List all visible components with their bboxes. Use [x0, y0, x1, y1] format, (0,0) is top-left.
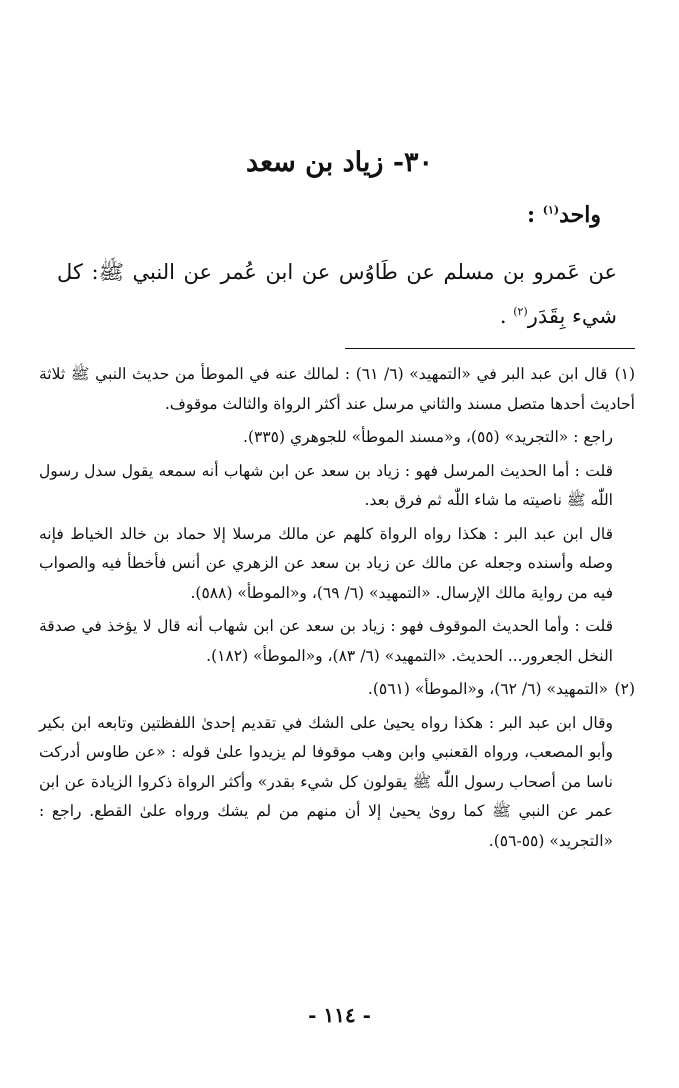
hadith-end: .: [499, 304, 507, 328]
footnote-number: (٢): [614, 680, 635, 698]
footnotes: [39, 360, 635, 860]
subheading-footnote-ref: (١): [542, 203, 560, 217]
footnote-2: [39, 675, 635, 856]
footnote-text: قال ابن عبد البر في «التمهيد» (٦/ ٦١) : لمالك عنه في الموطأ من حديث النبي ﷺ ثلاثة أحاديث أحدها متصل مسند والثاني مرسل عند أكثر الرواة والثالث موقوف.: [39, 365, 635, 413]
footnote-paragraph: راجع : «التجريد» (٥٥)، و«مسند الموطأ» للجوهري (٣٣٥).: [243, 428, 613, 446]
footnote-paragraph: [39, 360, 635, 419]
page-number: - ١١٤ -: [308, 1003, 371, 1027]
hadith-text: [57, 250, 617, 338]
footnote-text: «التمهيد» (٦/ ٦٢)، و«الموطأ» (٥٦١).: [367, 680, 609, 698]
footnote-paragraph: [39, 675, 635, 705]
footnote-number: (١): [614, 365, 636, 383]
footnote-paragraph: قلت : أما الحديث المرسل فهو : زياد بن سعد عن ابن شهاب أنه سمعه يقول سدل رسول اللّٰه ﷺ ناصيته ما شاء اللّٰه ثم فرق بعد.: [39, 461, 613, 509]
subheading-colon: :: [526, 202, 536, 228]
footnote-paragraph: قال ابن عبد البر : هكذا رواه الرواة كلهم عن مالك مرسلا إلا حماد بن خالد الخياط فإنه وصله وأسنده وجعله عن مالك عن زياد بن سعد عن الزهري عن أنس فأخطأ فيه والصواب فيه من رواية مالك الإرسال. «التمهيد» (٦/ ٦٩)، و«الموطأ» (٥٨٨).: [39, 524, 613, 602]
footnote-separator: [345, 348, 635, 349]
footnote-paragraph: قلت : وأما الحديث الموقوف فهو : زياد بن سعد عن ابن شهاب أنه قال لا يؤخذ في صدقة النخل الجعرور... الحديث. «التمهيد» (٦/ ٨٣)، و«الموطأ» (١٨٢).: [39, 617, 613, 665]
footnote-1: [39, 360, 635, 671]
footnote-paragraph: وقال ابن عبد البر : هكذا رواه يحيىٰ على الشك في تقديم إحدىٰ اللفظتين وتابعه ابن بكير وأبو المصعب، ورواه القعنبي وابن وهب موقوفا لم يزيدوا علىٰ قوله : «عن طاوس أدركت ناسا من أصحاب رسول اللّٰه ﷺ يقولون كل شيء بقدر» وأكثر الرواة ذكروا الزيادة عن ابن عمر عن النبي ﷺ كما روىٰ يحيىٰ إلا أن منهم من لم يشك ورواه علىٰ القطع. راجع : «التجريد» (٥٥-٥٦).: [39, 713, 613, 850]
subheading: [527, 200, 601, 230]
hadith-body: عن عَمرو بن مسلم عن طَاوُس عن ابن عُمر عن النبي ﷺ: كل شيء بِقَدَر: [57, 260, 617, 328]
hadith-footnote-ref: (٢): [513, 305, 528, 318]
subheading-text: واحد: [559, 202, 601, 228]
section-heading: ٣٠- زياد بن سعد: [245, 147, 434, 178]
